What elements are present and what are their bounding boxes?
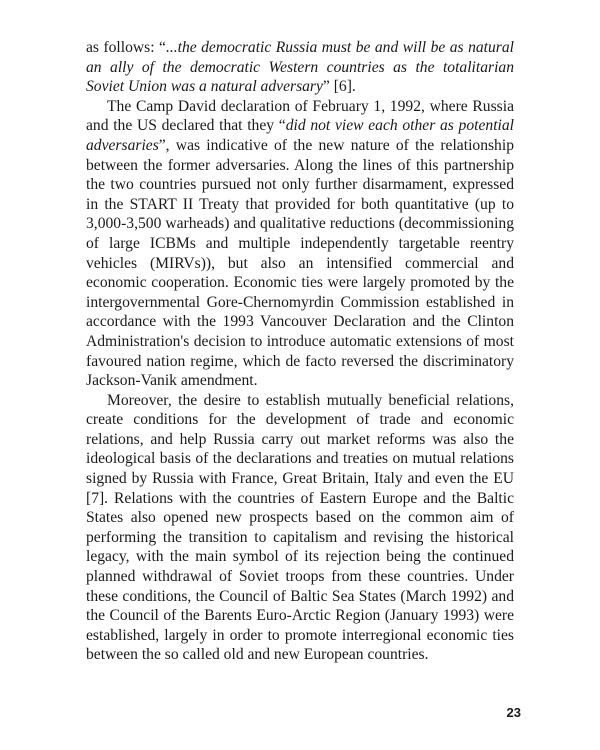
paragraph-3: Moreover, the desire to establish mutually beneficial relations, create conditions for the development of trade and economic relations, and help Russia carry out market reforms was also the ideological basis of the declarations and treaties on mutual relations signed by Russia with France, Great Britain, Italy and even the EU [7]. Relations with the countries of Eastern Europe and the Baltic States also opened new prospects based on the common aim of performing the transition to capitalism and revising the historical legacy, with the main symbol of its rejection being the continued planned withdrawal of Soviet troops from these countries. Under these conditions, the Council of Baltic Sea States (March 1992) and the Council of the Barents Euro-Arctic Region (January 1993) were established, largely in order to promote interregional economic ties between the so called old and new European countries. bbox=[86, 391, 514, 664]
paragraph-1-trail: ” [6]. bbox=[322, 78, 356, 96]
paragraph-2-trail: ”, was indicative of the new nature of the relationship between the former adversaries. Along the lines of this partnership the two countries pursued not only further disarmament, expressed in the START II Treaty that provided for both quantitative (up to 3,000-3,500 warheads) and qualitative reductions (decommissioning of large ICBMs and multiple independently targetable reentry vehicles (MIRVs)), but also an intensified commercial and economic cooperation. Economic ties were largely promoted by the intergovernmental Gore-Chernomyrdin Commission established in accordance with the 1993 Vancouver Declaration and the Clinton Administration's decision to introduce automatic extensions of most favoured nation regime, which de facto reversed the discriminatory Jackson-Vanik amendment. bbox=[86, 136, 514, 390]
paragraph-1-lead: as follows: “ bbox=[86, 39, 166, 56]
paragraph-1 bbox=[86, 38, 514, 97]
page-number: 23 bbox=[506, 705, 521, 720]
body-text bbox=[86, 38, 514, 665]
paragraph-2-quote: did not view each other as potential adversaries bbox=[86, 117, 514, 154]
paragraph-2 bbox=[86, 97, 514, 391]
paragraph-1-quote: ...the democratic Russia must be and will be as natural an ally of the democratic Western countries as the totalitarian Soviet Union was a natural adversary bbox=[86, 39, 514, 96]
paragraph-2-lead: The Camp David declaration of February 1, 1992, where Russia and the US declared that they “ bbox=[86, 97, 514, 135]
